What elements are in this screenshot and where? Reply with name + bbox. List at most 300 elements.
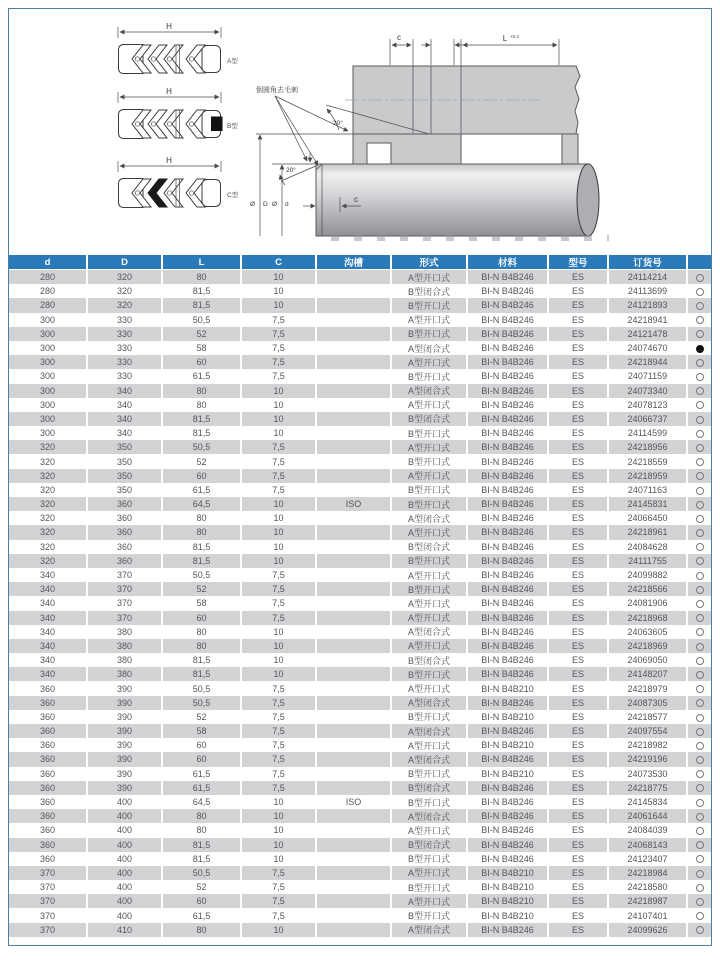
cell-groove bbox=[317, 838, 392, 852]
cell-model: ES bbox=[549, 880, 609, 894]
open-dot-icon bbox=[696, 770, 704, 778]
table-row bbox=[9, 724, 711, 738]
cell-groove bbox=[317, 696, 392, 710]
cell-d: 300 bbox=[9, 398, 88, 412]
table-row bbox=[9, 611, 711, 625]
cell-D: 390 bbox=[88, 738, 163, 752]
cell-D: 350 bbox=[88, 483, 163, 497]
cell-C: 7,5 bbox=[242, 880, 317, 894]
cell-C: 7,5 bbox=[242, 369, 317, 383]
cell-D: 400 bbox=[88, 838, 163, 852]
cell-form: A型开口式 bbox=[392, 639, 468, 653]
availability-dot bbox=[688, 341, 711, 355]
cell-C: 10 bbox=[242, 667, 317, 681]
open-dot-icon bbox=[696, 288, 704, 296]
cell-L: 80 bbox=[163, 398, 242, 412]
cell-L: 52 bbox=[163, 454, 242, 468]
availability-dot bbox=[688, 313, 711, 327]
table-row bbox=[9, 298, 711, 312]
cell-C: 7,5 bbox=[242, 611, 317, 625]
open-dot-icon bbox=[696, 274, 704, 282]
cell-model: ES bbox=[549, 710, 609, 724]
cell-order-no: 24084039 bbox=[609, 823, 688, 837]
cell-model: ES bbox=[549, 298, 609, 312]
cell-material: BI-N B4B210 bbox=[468, 866, 549, 880]
table-row bbox=[9, 270, 711, 284]
cell-C: 7,5 bbox=[242, 767, 317, 781]
cell-C: 7,5 bbox=[242, 313, 317, 327]
cell-L: 81,5 bbox=[163, 540, 242, 554]
table-row bbox=[9, 795, 711, 809]
stack-a-label: A型 bbox=[227, 58, 238, 65]
cell-C: 10 bbox=[242, 525, 317, 539]
availability-dot bbox=[688, 469, 711, 483]
table-row bbox=[9, 511, 711, 525]
cell-material: BI-N B4B246 bbox=[468, 795, 549, 809]
dia-outer-letter: D bbox=[263, 201, 268, 208]
cell-d: 340 bbox=[9, 611, 88, 625]
cell-D: 350 bbox=[88, 454, 163, 468]
table-row bbox=[9, 284, 711, 298]
cell-material: BI-N B4B210 bbox=[468, 880, 549, 894]
cell-order-no: 24073530 bbox=[609, 767, 688, 781]
cell-D: 360 bbox=[88, 554, 163, 568]
availability-dot bbox=[688, 611, 711, 625]
cell-D: 380 bbox=[88, 625, 163, 639]
cell-C: 7,5 bbox=[242, 681, 317, 695]
cell-C: 10 bbox=[242, 412, 317, 426]
dim-l-tolerance: +0.2 bbox=[510, 34, 519, 39]
dim-h-label: H bbox=[166, 87, 172, 96]
cell-L: 81,5 bbox=[163, 554, 242, 568]
cell-groove bbox=[317, 866, 392, 880]
cell-form: B型闭合式 bbox=[392, 781, 468, 795]
cell-d: 340 bbox=[9, 667, 88, 681]
open-dot-icon bbox=[696, 557, 704, 565]
cell-C: 10 bbox=[242, 511, 317, 525]
cell-groove bbox=[317, 908, 392, 922]
cell-D: 350 bbox=[88, 469, 163, 483]
availability-dot bbox=[688, 398, 711, 412]
cell-D: 370 bbox=[88, 611, 163, 625]
column-header-availability bbox=[688, 255, 711, 270]
cell-model: ES bbox=[549, 426, 609, 440]
availability-dot bbox=[688, 681, 711, 695]
gland-notch bbox=[367, 143, 391, 164]
cell-form: B型开口式 bbox=[392, 426, 468, 440]
open-dot-icon bbox=[696, 487, 704, 495]
cell-d: 360 bbox=[9, 681, 88, 695]
cell-material: BI-N B4B246 bbox=[468, 809, 549, 823]
cell-groove: ISO bbox=[317, 497, 392, 511]
cell-C: 7,5 bbox=[242, 469, 317, 483]
cell-model: ES bbox=[549, 313, 609, 327]
cell-order-no: 24219196 bbox=[609, 752, 688, 766]
cell-order-no: 24071159 bbox=[609, 369, 688, 383]
column-header-groove: 沟槽 bbox=[317, 255, 392, 270]
availability-dot bbox=[688, 894, 711, 908]
cell-C: 7,5 bbox=[242, 908, 317, 922]
cell-material: BI-N B4B246 bbox=[468, 483, 549, 497]
availability-dot bbox=[688, 412, 711, 426]
cell-d: 300 bbox=[9, 412, 88, 426]
cell-groove bbox=[317, 568, 392, 582]
cell-material: BI-N B4B210 bbox=[468, 681, 549, 695]
cell-order-no: 24066737 bbox=[609, 412, 688, 426]
cell-D: 340 bbox=[88, 426, 163, 440]
cell-d: 320 bbox=[9, 497, 88, 511]
cell-d: 300 bbox=[9, 369, 88, 383]
cell-form: A型闭合式 bbox=[392, 341, 468, 355]
cell-C: 7,5 bbox=[242, 596, 317, 610]
cell-C: 10 bbox=[242, 284, 317, 298]
availability-dot bbox=[688, 284, 711, 298]
cell-order-no: 24078123 bbox=[609, 398, 688, 412]
cell-D: 320 bbox=[88, 270, 163, 284]
open-dot-icon bbox=[696, 841, 704, 849]
cell-D: 400 bbox=[88, 852, 163, 866]
availability-dot bbox=[688, 823, 711, 837]
cell-L: 80 bbox=[163, 809, 242, 823]
availability-dot bbox=[688, 852, 711, 866]
cell-d: 360 bbox=[9, 809, 88, 823]
open-dot-icon bbox=[696, 657, 704, 665]
cell-model: ES bbox=[549, 540, 609, 554]
cell-d: 370 bbox=[9, 894, 88, 908]
cell-form: B型开口式 bbox=[392, 497, 468, 511]
availability-dot bbox=[688, 667, 711, 681]
cell-C: 10 bbox=[242, 823, 317, 837]
cell-groove bbox=[317, 540, 392, 554]
cell-groove bbox=[317, 582, 392, 596]
cell-groove bbox=[317, 611, 392, 625]
cell-C: 7,5 bbox=[242, 696, 317, 710]
cell-material: BI-N B4B246 bbox=[468, 838, 549, 852]
cell-C: 7,5 bbox=[242, 454, 317, 468]
cell-d: 370 bbox=[9, 866, 88, 880]
table-row bbox=[9, 823, 711, 837]
cell-form: B型开口式 bbox=[392, 667, 468, 681]
cell-D: 360 bbox=[88, 497, 163, 511]
open-dot-icon bbox=[696, 416, 704, 424]
cell-order-no: 24074670 bbox=[609, 341, 688, 355]
table-row bbox=[9, 398, 711, 412]
cell-material: BI-N B4B246 bbox=[468, 412, 549, 426]
table-row bbox=[9, 880, 711, 894]
cell-order-no: 24114214 bbox=[609, 270, 688, 284]
cell-form: A型开口式 bbox=[392, 681, 468, 695]
cell-C: 7,5 bbox=[242, 710, 317, 724]
open-dot-icon bbox=[696, 444, 704, 452]
cell-form: A型闭合式 bbox=[392, 384, 468, 398]
cell-d: 360 bbox=[9, 752, 88, 766]
cell-D: 370 bbox=[88, 582, 163, 596]
availability-dot bbox=[688, 781, 711, 795]
cell-L: 81,5 bbox=[163, 852, 242, 866]
cell-material: BI-N B4B246 bbox=[468, 454, 549, 468]
cell-d: 300 bbox=[9, 426, 88, 440]
cell-material: BI-N B4B210 bbox=[468, 767, 549, 781]
cell-model: ES bbox=[549, 327, 609, 341]
cell-groove bbox=[317, 327, 392, 341]
cell-D: 390 bbox=[88, 681, 163, 695]
cell-D: 330 bbox=[88, 327, 163, 341]
cell-groove bbox=[317, 923, 392, 937]
cell-d: 320 bbox=[9, 511, 88, 525]
open-dot-icon bbox=[696, 926, 704, 934]
cell-D: 360 bbox=[88, 525, 163, 539]
cell-groove bbox=[317, 511, 392, 525]
cell-model: ES bbox=[549, 866, 609, 880]
table-row bbox=[9, 454, 711, 468]
cell-L: 81,5 bbox=[163, 653, 242, 667]
cell-groove bbox=[317, 525, 392, 539]
seal-stack-b bbox=[118, 87, 238, 139]
open-dot-icon bbox=[696, 330, 704, 338]
cell-d: 300 bbox=[9, 341, 88, 355]
cell-material: BI-N B4B246 bbox=[468, 497, 549, 511]
cell-order-no: 24121893 bbox=[609, 298, 688, 312]
availability-dot bbox=[688, 880, 711, 894]
cell-model: ES bbox=[549, 823, 609, 837]
dia-inner-symbol: Ø bbox=[272, 201, 278, 208]
availability-dot bbox=[688, 384, 711, 398]
cell-material: BI-N B4B246 bbox=[468, 426, 549, 440]
cell-C: 7,5 bbox=[242, 894, 317, 908]
open-dot-icon bbox=[696, 699, 704, 707]
availability-dot bbox=[688, 625, 711, 639]
cell-model: ES bbox=[549, 639, 609, 653]
cell-order-no: 24218956 bbox=[609, 440, 688, 454]
cell-C: 10 bbox=[242, 270, 317, 284]
cell-form: B型闭合式 bbox=[392, 838, 468, 852]
availability-dot bbox=[688, 298, 711, 312]
cell-model: ES bbox=[549, 923, 609, 937]
cell-model: ES bbox=[549, 894, 609, 908]
cell-D: 390 bbox=[88, 724, 163, 738]
cell-d: 280 bbox=[9, 284, 88, 298]
cell-form: A型开口式 bbox=[392, 823, 468, 837]
table-row bbox=[9, 710, 711, 724]
cell-form: B型开口式 bbox=[392, 454, 468, 468]
cell-d: 340 bbox=[9, 639, 88, 653]
cell-d: 340 bbox=[9, 653, 88, 667]
open-dot-icon bbox=[696, 316, 704, 324]
cell-form: A型闭合式 bbox=[392, 511, 468, 525]
availability-dot bbox=[688, 866, 711, 880]
cell-L: 81,5 bbox=[163, 284, 242, 298]
cell-form: A型开口式 bbox=[392, 440, 468, 454]
cell-order-no: 24123407 bbox=[609, 852, 688, 866]
availability-dot bbox=[688, 483, 711, 497]
cell-C: 10 bbox=[242, 398, 317, 412]
cell-form: A型开口式 bbox=[392, 866, 468, 880]
availability-dot bbox=[688, 369, 711, 383]
page-border-frame bbox=[8, 8, 712, 946]
cell-form: B型闭合式 bbox=[392, 284, 468, 298]
cell-C: 10 bbox=[242, 653, 317, 667]
cell-material: BI-N B4B246 bbox=[468, 554, 549, 568]
cell-d: 340 bbox=[9, 582, 88, 596]
cell-model: ES bbox=[549, 511, 609, 525]
cell-order-no: 24218566 bbox=[609, 582, 688, 596]
cell-L: 61,5 bbox=[163, 781, 242, 795]
availability-dot bbox=[688, 710, 711, 724]
open-dot-icon bbox=[696, 784, 704, 792]
cell-material: BI-N B4B210 bbox=[468, 894, 549, 908]
cell-form: B型开口式 bbox=[392, 554, 468, 568]
cell-C: 10 bbox=[242, 809, 317, 823]
availability-dot bbox=[688, 355, 711, 369]
cell-d: 340 bbox=[9, 596, 88, 610]
availability-dot bbox=[688, 653, 711, 667]
cell-L: 81,5 bbox=[163, 412, 242, 426]
cell-model: ES bbox=[549, 681, 609, 695]
table-row bbox=[9, 554, 711, 568]
cell-d: 360 bbox=[9, 696, 88, 710]
cell-material: BI-N B4B246 bbox=[468, 398, 549, 412]
cell-groove bbox=[317, 710, 392, 724]
cell-d: 320 bbox=[9, 440, 88, 454]
cell-model: ES bbox=[549, 525, 609, 539]
availability-dot bbox=[688, 511, 711, 525]
cell-groove bbox=[317, 440, 392, 454]
cell-D: 400 bbox=[88, 823, 163, 837]
cell-C: 10 bbox=[242, 795, 317, 809]
cell-D: 360 bbox=[88, 540, 163, 554]
cell-form: A型开口式 bbox=[392, 270, 468, 284]
cell-d: 360 bbox=[9, 781, 88, 795]
cell-groove bbox=[317, 313, 392, 327]
cell-groove bbox=[317, 752, 392, 766]
cell-model: ES bbox=[549, 454, 609, 468]
cell-groove bbox=[317, 341, 392, 355]
cell-L: 61,5 bbox=[163, 369, 242, 383]
table-row bbox=[9, 369, 711, 383]
cell-material: BI-N B4B246 bbox=[468, 440, 549, 454]
cell-D: 400 bbox=[88, 809, 163, 823]
cell-form: B型开口式 bbox=[392, 327, 468, 341]
table-row bbox=[9, 625, 711, 639]
cell-order-no: 24073340 bbox=[609, 384, 688, 398]
cell-L: 80 bbox=[163, 923, 242, 937]
cell-model: ES bbox=[549, 795, 609, 809]
cell-L: 60 bbox=[163, 355, 242, 369]
cell-material: BI-N B4B210 bbox=[468, 710, 549, 724]
cell-D: 400 bbox=[88, 866, 163, 880]
open-dot-icon bbox=[696, 600, 704, 608]
cell-d: 280 bbox=[9, 298, 88, 312]
cell-form: A型闭合式 bbox=[392, 923, 468, 937]
cell-groove bbox=[317, 298, 392, 312]
cell-d: 340 bbox=[9, 568, 88, 582]
cell-d: 320 bbox=[9, 469, 88, 483]
cell-model: ES bbox=[549, 667, 609, 681]
cell-D: 340 bbox=[88, 398, 163, 412]
open-dot-icon bbox=[696, 572, 704, 580]
table-row bbox=[9, 752, 711, 766]
availability-dot bbox=[688, 525, 711, 539]
cell-material: BI-N B4B246 bbox=[468, 923, 549, 937]
availability-dot bbox=[688, 454, 711, 468]
cell-groove bbox=[317, 880, 392, 894]
cell-groove bbox=[317, 384, 392, 398]
cell-form: A型开口式 bbox=[392, 738, 468, 752]
cell-form: B型开口式 bbox=[392, 369, 468, 383]
open-dot-icon bbox=[696, 799, 704, 807]
cell-groove bbox=[317, 681, 392, 695]
table-row bbox=[9, 440, 711, 454]
cell-groove bbox=[317, 852, 392, 866]
cell-L: 60 bbox=[163, 752, 242, 766]
cell-model: ES bbox=[549, 809, 609, 823]
cell-material: BI-N B4B246 bbox=[468, 696, 549, 710]
cell-material: BI-N B4B246 bbox=[468, 667, 549, 681]
cell-model: ES bbox=[549, 355, 609, 369]
cell-L: 61,5 bbox=[163, 767, 242, 781]
cell-C: 10 bbox=[242, 540, 317, 554]
table-row bbox=[9, 866, 711, 880]
cell-model: ES bbox=[549, 752, 609, 766]
open-dot-icon bbox=[696, 614, 704, 622]
open-dot-icon bbox=[696, 302, 704, 310]
open-dot-icon bbox=[696, 643, 704, 651]
cell-model: ES bbox=[549, 369, 609, 383]
availability-dot bbox=[688, 568, 711, 582]
cell-model: ES bbox=[549, 838, 609, 852]
stack-b-label: B型 bbox=[227, 123, 238, 130]
table-row bbox=[9, 852, 711, 866]
cell-form: B型开口式 bbox=[392, 795, 468, 809]
cell-L: 81,5 bbox=[163, 426, 242, 440]
cell-groove bbox=[317, 596, 392, 610]
table-row bbox=[9, 781, 711, 795]
cell-order-no: 24063605 bbox=[609, 625, 688, 639]
cell-L: 64,5 bbox=[163, 497, 242, 511]
column-header-C: C bbox=[242, 255, 317, 270]
cell-L: 81,5 bbox=[163, 298, 242, 312]
open-dot-icon bbox=[696, 359, 704, 367]
cell-d: 320 bbox=[9, 554, 88, 568]
cell-model: ES bbox=[549, 781, 609, 795]
table-row bbox=[9, 540, 711, 554]
cell-C: 10 bbox=[242, 838, 317, 852]
technical-drawing bbox=[9, 9, 711, 247]
cell-model: ES bbox=[549, 497, 609, 511]
open-dot-icon bbox=[696, 742, 704, 750]
cell-L: 58 bbox=[163, 596, 242, 610]
cell-D: 320 bbox=[88, 284, 163, 298]
cell-d: 360 bbox=[9, 838, 88, 852]
support-ring-black bbox=[211, 117, 223, 132]
cell-material: BI-N B4B246 bbox=[468, 384, 549, 398]
cell-groove bbox=[317, 653, 392, 667]
cell-groove bbox=[317, 639, 392, 653]
cell-D: 390 bbox=[88, 710, 163, 724]
cell-D: 380 bbox=[88, 667, 163, 681]
cell-material: BI-N B4B246 bbox=[468, 611, 549, 625]
cell-order-no: 24068143 bbox=[609, 838, 688, 852]
availability-dot bbox=[688, 440, 711, 454]
cell-groove bbox=[317, 809, 392, 823]
table-header-row bbox=[9, 255, 711, 270]
cell-groove bbox=[317, 781, 392, 795]
cell-order-no: 24218941 bbox=[609, 313, 688, 327]
cell-D: 390 bbox=[88, 752, 163, 766]
open-dot-icon bbox=[696, 543, 704, 551]
availability-dot bbox=[688, 809, 711, 823]
cell-form: B型开口式 bbox=[392, 908, 468, 922]
